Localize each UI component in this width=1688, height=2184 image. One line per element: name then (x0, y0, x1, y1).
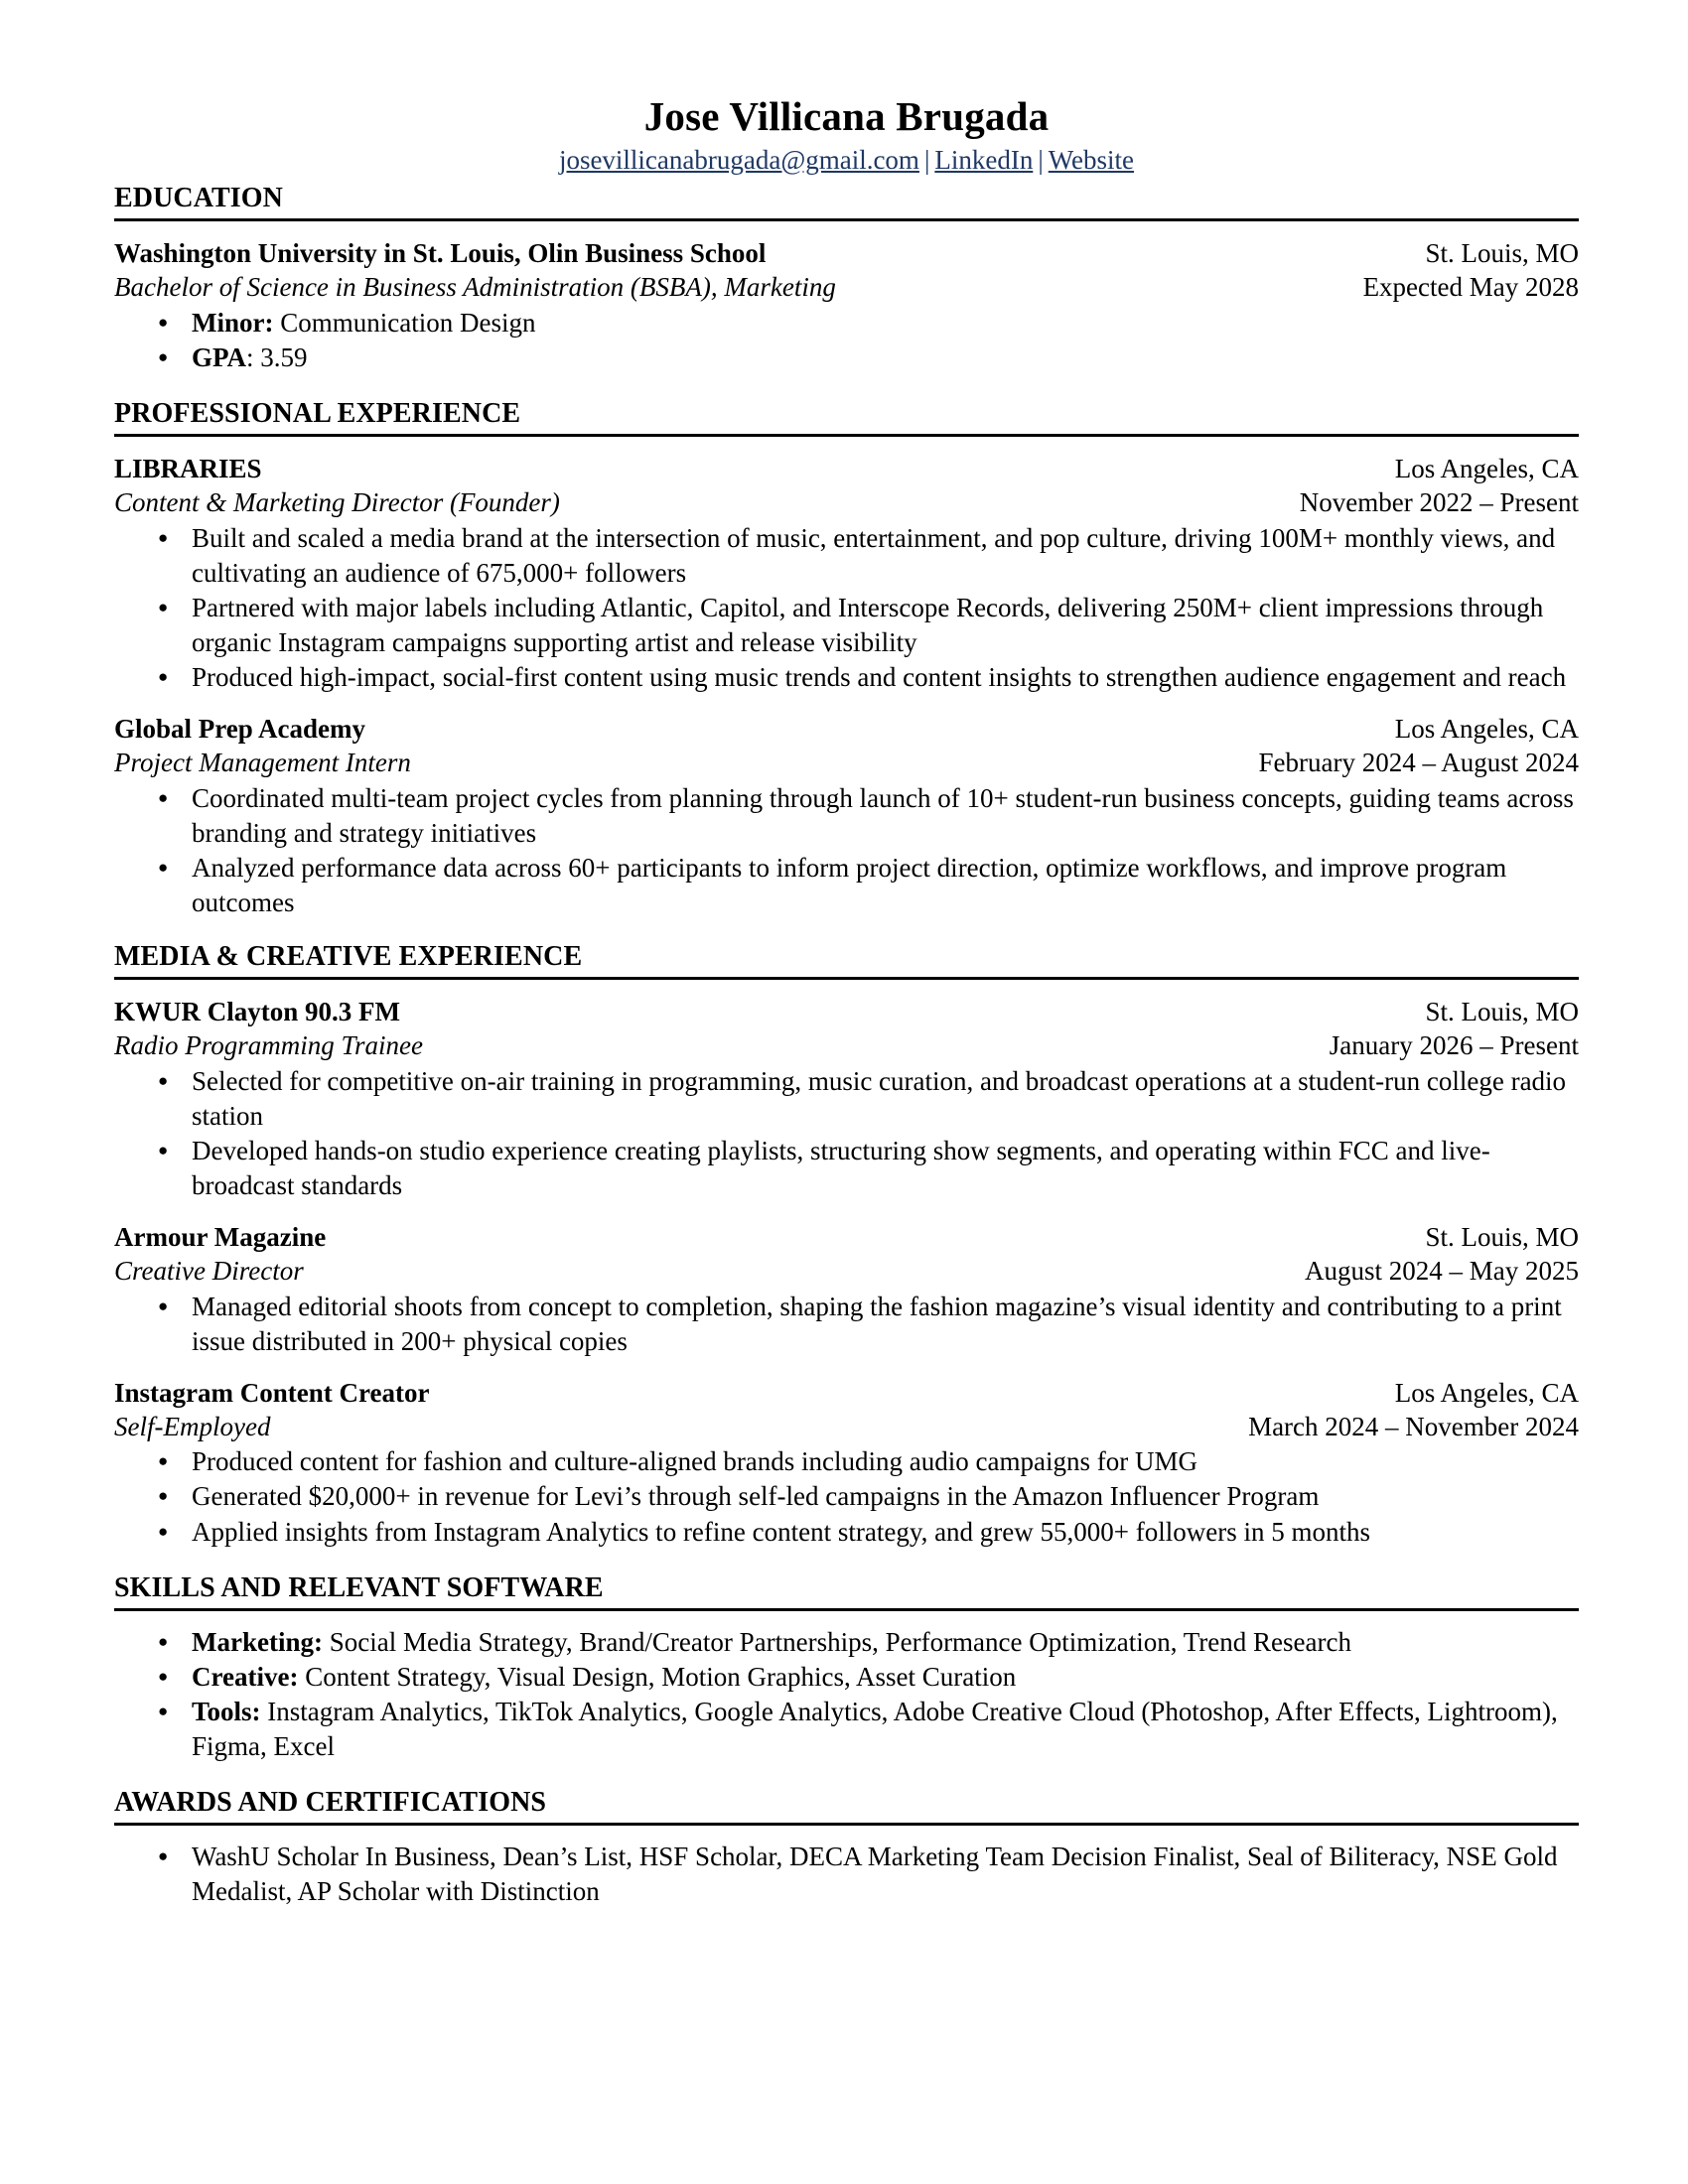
list-item: ● Selected for competitive on-air training in programming, music curation, and broadcast operations at a student-run college radio station (114, 1064, 1579, 1134)
list-item: ● Developed hands-on studio experience creating playlists, structuring show segments, and operating within FCC and live-broadcast standards (114, 1134, 1579, 1203)
media-location: St. Louis, MO (1425, 1222, 1579, 1253)
skills-bullet-label: Creative: (192, 1661, 299, 1692)
media-bullet-list (114, 1444, 1579, 1549)
experience-org: Global Prep Academy (114, 714, 365, 745)
section-divider-professional-experience (114, 434, 1579, 437)
section-skills (114, 1571, 1579, 1765)
media-org: KWUR Clayton 90.3 FM (114, 997, 400, 1027)
media-entry-kwur (114, 996, 1579, 1203)
experience-entry-global-prep-academy (114, 713, 1579, 920)
list-item: ● Coordinated multi-team project cycles from planning through launch of 10+ student-run business concepts, guiding teams across branding and strategy initiatives (114, 781, 1579, 851)
list-item: ● Produced high-impact, social-first content using music trends and content insights to strengthen audience engagement and reach (114, 660, 1579, 695)
education-entry-degree-row (114, 271, 1579, 305)
list-item: ● Partnered with major labels including Atlantic, Capitol, and Interscope Records, delivering 250M+ client impressions through organic Instagram campaigns supporting artist and release visibility (114, 591, 1579, 660)
section-title-media-creative-experience: MEDIA & CREATIVE EXPERIENCE (114, 941, 583, 973)
section-divider-awards (114, 1823, 1579, 1826)
list-item (114, 1695, 1579, 1764)
experience-location: Los Angeles, CA (1394, 714, 1579, 745)
media-role: Self-Employed (114, 1411, 271, 1441)
skills-bullet-label: Marketing: (192, 1626, 323, 1657)
experience-bullet-list (114, 781, 1579, 920)
section-title-awards: AWARDS AND CERTIFICATIONS (114, 1787, 547, 1819)
experience-role: Project Management Intern (114, 748, 411, 778)
list-item (114, 341, 1579, 375)
page-title: Jose Villicana Brugada (643, 93, 1050, 139)
section-awards (114, 1786, 1579, 1909)
education-school: Washington University in St. Louis, Olin Business School (114, 238, 767, 269)
section-professional-experience (114, 397, 1579, 920)
media-org: Armour Magazine (114, 1222, 327, 1253)
experience-org: LIBRARIES (114, 454, 262, 484)
entry-title-row (114, 1411, 1579, 1444)
skills-bullet-text: Instagram Analytics, TikTok Analytics, Google Analytics, Adobe Creative Cloud (Photoshop, After Effects, Lightroom), Figma, Excel (192, 1696, 1558, 1762)
education-entry (114, 237, 1579, 375)
resume-sheet (114, 94, 1579, 1910)
experience-dates: February 2024 – August 2024 (1258, 748, 1579, 778)
list-item: ● WashU Scholar In Business, Dean’s List, HSF Scholar, DECA Marketing Team Decision Finalist, Seal of Biliteracy, NSE Gold Medalist, AP Scholar with Distinction (114, 1840, 1579, 1909)
skills-bullet-text: Social Media Strategy, Brand/Creator Partnerships, Performance Optimization, Trend Research (322, 1626, 1351, 1657)
media-dates: August 2024 – May 2025 (1305, 1255, 1579, 1286)
media-location: Los Angeles, CA (1394, 1377, 1579, 1408)
list-item: ● Applied insights from Instagram Analytics to refine content strategy, and grew 55,000+ followers in 5 months (114, 1515, 1579, 1550)
list-item (114, 1660, 1579, 1695)
entry-org-row (114, 1221, 1579, 1255)
media-org: Instagram Content Creator (114, 1377, 430, 1408)
media-entry-instagram-content-creator (114, 1377, 1579, 1550)
education-entry-org-row (114, 237, 1579, 271)
section-education (114, 182, 1579, 375)
education-bullet-label: Minor: (192, 307, 274, 338)
contact-separator-2: | (1038, 144, 1044, 175)
education-location: St. Louis, MO (1425, 238, 1579, 269)
list-item (114, 1625, 1579, 1660)
list-item: ● Produced content for fashion and culture-aligned brands including audio campaigns for UMG (114, 1444, 1579, 1479)
media-dates: January 2026 – Present (1329, 1030, 1579, 1061)
experience-entry-libraries (114, 453, 1579, 695)
entry-title-row (114, 1029, 1579, 1063)
education-dates: Expected May 2028 (1362, 272, 1579, 303)
contact-line (114, 144, 1579, 176)
section-title-education: EDUCATION (114, 183, 283, 214)
entry-org-row (114, 996, 1579, 1029)
media-bullet-list (114, 1064, 1579, 1203)
section-divider-education (114, 218, 1579, 221)
section-title-skills: SKILLS AND RELEVANT SOFTWARE (114, 1571, 604, 1603)
section-divider-skills (114, 1608, 1579, 1611)
entry-title-row (114, 1255, 1579, 1289)
linkedin-link[interactable]: LinkedIn (934, 144, 1034, 175)
experience-location: Los Angeles, CA (1394, 454, 1579, 484)
media-role: Creative Director (114, 1255, 304, 1286)
section-divider-media-creative-experience (114, 977, 1579, 980)
entry-org-row (114, 1377, 1579, 1411)
education-degree: Bachelor of Science in Business Administration (BSBA), Marketing (114, 272, 836, 303)
contact-separator-1: | (923, 144, 930, 175)
media-location: St. Louis, MO (1425, 997, 1579, 1027)
entry-title-row (114, 486, 1579, 520)
media-role: Radio Programming Trainee (114, 1030, 424, 1061)
education-bullet-text: : 3.59 (246, 342, 308, 373)
media-bullet-list (114, 1290, 1579, 1359)
list-item: ● Generated $20,000+ in revenue for Levi’s through self-led campaigns in the Amazon Influencer Program (114, 1479, 1579, 1514)
education-bullet-label: GPA (192, 342, 246, 373)
awards-bullet-list (114, 1840, 1579, 1909)
list-item: ● Managed editorial shoots from concept to completion, shaping the fashion magazine’s visual identity and contributing to a print issue distributed in 200+ physical copies (114, 1290, 1579, 1359)
resume-header (114, 94, 1579, 176)
list-item (114, 306, 1579, 341)
experience-dates: November 2022 – Present (1299, 487, 1579, 518)
media-entry-armour-magazine (114, 1221, 1579, 1359)
website-link[interactable]: Website (1048, 144, 1135, 175)
media-dates: March 2024 – November 2024 (1248, 1411, 1579, 1441)
section-title-professional-experience: PROFESSIONAL EXPERIENCE (114, 398, 521, 430)
experience-role: Content & Marketing Director (Founder) (114, 487, 560, 518)
list-item: ● Built and scaled a media brand at the intersection of music, entertainment, and pop culture, driving 100M+ monthly views, and cultivating an audience of 675,000+ followers (114, 521, 1579, 591)
entry-title-row (114, 747, 1579, 780)
email-link[interactable]: josevillicanabrugada@gmail.com (558, 144, 919, 175)
skills-bullet-label: Tools: (192, 1696, 261, 1726)
entry-org-row (114, 713, 1579, 747)
experience-bullet-list (114, 521, 1579, 695)
list-item: ● Analyzed performance data across 60+ participants to inform project direction, optimize workflows, and improve program outcomes (114, 851, 1579, 920)
education-bullet-text: Communication Design (273, 307, 536, 338)
entry-org-row (114, 453, 1579, 486)
skills-bullet-list (114, 1625, 1579, 1764)
skills-bullet-text: Content Strategy, Visual Design, Motion Graphics, Asset Curation (298, 1661, 1017, 1692)
section-media-creative-experience (114, 940, 1579, 1550)
education-bullet-list (114, 306, 1579, 375)
